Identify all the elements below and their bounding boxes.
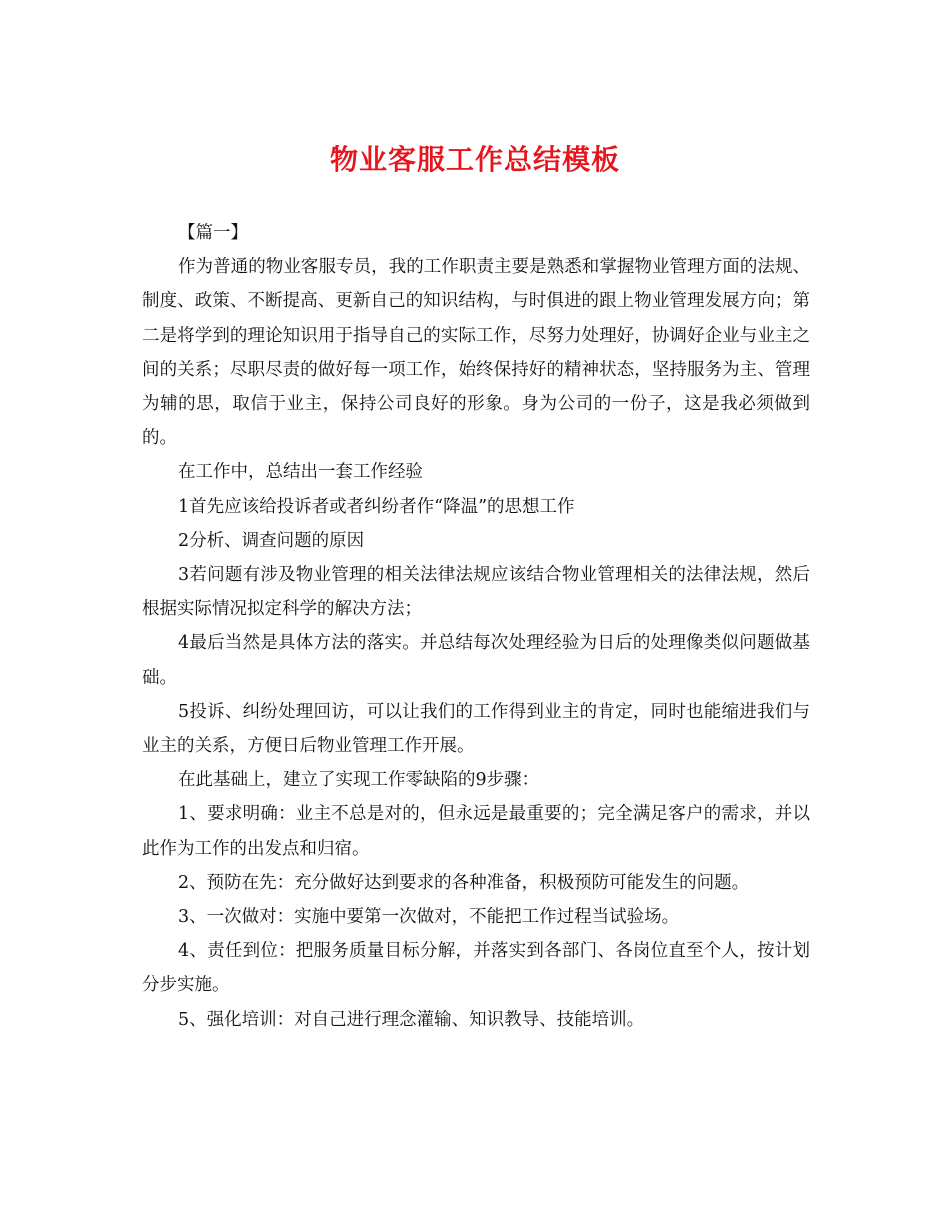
paragraph-step-4: 4最后当然是具体方法的落实。并总结每次处理经验为日后的处理像类似问题做基础。 <box>142 633 810 688</box>
paragraph-nine-step-5: 5、强化培训：对自己进行理念灌输、知识教导、技能培训。 <box>178 1009 645 1030</box>
paragraph-nine-step-4: 4、责任到位：把服务质量目标分解，并落实到各部门、各岗位直至个人，按计划分步实施。 <box>142 941 810 996</box>
paragraph-experience-heading: 在工作中，总结出一套工作经验 <box>178 462 423 483</box>
paragraph-nine-step-3: 3、一次做对：实施中要第一次做对，不能把工作过程当试验场。 <box>178 907 680 928</box>
document-body <box>142 216 810 1037</box>
paragraph-step-2: 2分析、调查问题的原因 <box>178 530 365 551</box>
document-title: 物业客服工作总结模板 <box>329 143 620 176</box>
paragraph-nine-step-1: 1、要求明确：业主不总是对的，但永远是最重要的；完全满足客户的需求，并以此作为工作的出发点和归宿。 <box>142 804 810 859</box>
paragraph-intro: 作为普通的物业客服专员，我的工作职责主要是熟悉和掌握物业管理方面的法规、制度、政策、不断提高、更新自己的知识结构，与时俱进的跟上物业管理发展方向；第二是将学到的理论知识用于指导自己的实际工作，尽努力处理好，协调好企业与业主之间的关系；尽职尽责的做好每一项工作，始终保持好的精神状态，坚持服务为主、管理为辅的思，取信于业主，保持公司良好的形象。身为公司的一份子，这是我必须做到的。 <box>142 257 810 449</box>
paragraph-nine-step-2: 2、预防在先：充分做好达到要求的各种准备，积极预防可能发生的问题。 <box>178 872 750 893</box>
section-label: 【篇一】 <box>178 223 248 243</box>
paragraph-step-1: 1首先应该给投诉者或者纠纷者作“降温”的思想工作 <box>178 496 575 517</box>
paragraph-step-3: 3若问题有涉及物业管理的相关法律法规应该结合物业管理相关的法律法规，然后根据实际情况拟定科学的解决方法； <box>142 565 810 620</box>
paragraph-step-5: 5投诉、纠纷处理回访，可以让我们的工作得到业主的肯定，同时也能缩进我们与业主的关系，方便日后物业管理工作开展。 <box>142 701 810 757</box>
paragraph-nine-steps-heading: 在此基础上，建立了实现工作零缺陷的9步骤： <box>178 770 540 791</box>
